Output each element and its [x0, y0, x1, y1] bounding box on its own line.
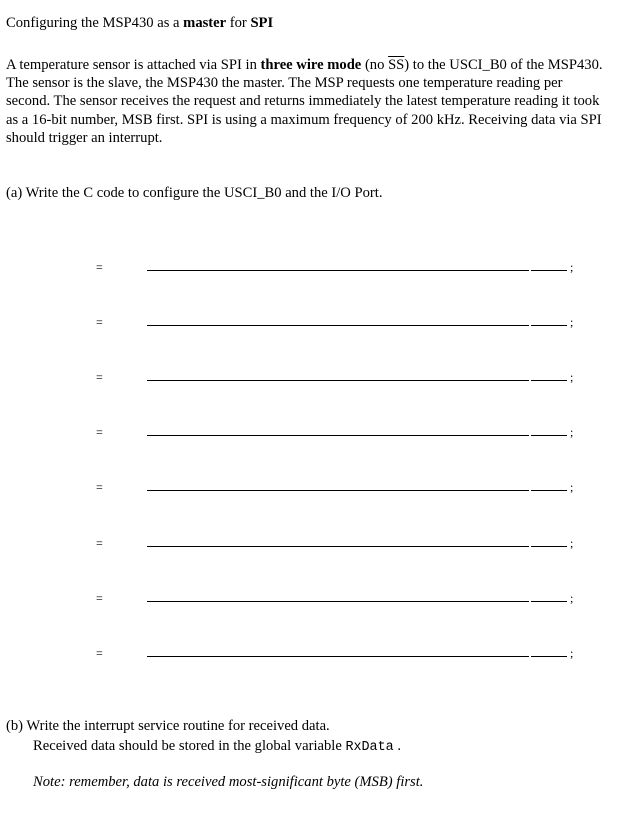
- title-master: master: [183, 15, 227, 31]
- semicolon: ;: [570, 591, 574, 605]
- semicolon: ;: [570, 536, 574, 550]
- question-a: (a) Write the C code to configure the USCI_B0 and the I/O Port.: [6, 185, 383, 201]
- equals-sign: =: [96, 370, 103, 384]
- problem-description: [6, 56, 610, 147]
- answer-blank[interactable]: [147, 546, 529, 547]
- answer-blank[interactable]: [147, 325, 529, 326]
- answer-line[interactable]: [0, 589, 619, 607]
- answer-blank[interactable]: [147, 601, 529, 602]
- answer-line[interactable]: [0, 423, 619, 441]
- page-title: [6, 14, 273, 32]
- answer-blank-short[interactable]: [531, 546, 567, 547]
- intro-part1: A temperature sensor is attached via SPI in: [6, 57, 261, 73]
- semicolon: ;: [570, 425, 574, 439]
- answer-line[interactable]: [0, 644, 619, 662]
- question-b-line1: (b) Write the interrupt service routine for received data.: [6, 718, 330, 734]
- question-b: [6, 716, 401, 758]
- semicolon: ;: [570, 370, 574, 384]
- answer-blank[interactable]: [147, 656, 529, 657]
- equals-sign: =: [96, 480, 103, 494]
- equals-sign: =: [96, 315, 103, 329]
- answer-blank-short[interactable]: [531, 435, 567, 436]
- answer-blank-short[interactable]: [531, 490, 567, 491]
- answer-blank[interactable]: [147, 270, 529, 271]
- semicolon: ;: [570, 480, 574, 494]
- equals-sign: =: [96, 591, 103, 605]
- intro-part2: (no: [361, 57, 389, 73]
- question-b-line2-suffix: .: [393, 738, 401, 754]
- semicolon: ;: [570, 315, 574, 329]
- answer-blank[interactable]: [147, 435, 529, 436]
- note: Note: remember, data is received most-significant byte (MSB) first.: [33, 774, 424, 790]
- answer-blank-short[interactable]: [531, 270, 567, 271]
- answer-blank[interactable]: [147, 380, 529, 381]
- answer-blank-short[interactable]: [531, 380, 567, 381]
- answer-line[interactable]: [0, 313, 619, 331]
- equals-sign: =: [96, 425, 103, 439]
- rxdata-variable: RxData: [345, 740, 394, 755]
- answer-blank[interactable]: [147, 490, 529, 491]
- answer-line[interactable]: [0, 368, 619, 386]
- question-b-line2-prefix: Received data should be stored in the global variable: [33, 738, 346, 754]
- answer-blank-short[interactable]: [531, 656, 567, 657]
- intro-part3: ) to the USCI_B0 of the MSP430. The sensor is the slave, the MSP430 the master. The MSP requests one temperature reading per second. The sensor receives the request and returns immediately the latest temperature reading it took as a 16-bit number, MSB first. SPI is using a maximum frequency of 200 kHz. Receiving data via SPI should trigger an interrupt.: [6, 57, 603, 146]
- answer-line[interactable]: [0, 478, 619, 496]
- equals-sign: =: [96, 260, 103, 274]
- equals-sign: =: [96, 646, 103, 660]
- title-middle: for: [226, 15, 251, 31]
- title-prefix: Configuring the MSP430 as a: [6, 15, 184, 31]
- title-spi: SPI: [250, 15, 274, 31]
- answer-line[interactable]: [0, 258, 619, 276]
- semicolon: ;: [570, 646, 574, 660]
- answer-line[interactable]: [0, 534, 619, 552]
- answer-blank-short[interactable]: [531, 325, 567, 326]
- semicolon: ;: [570, 260, 574, 274]
- answer-blank-short[interactable]: [531, 601, 567, 602]
- intro-three-wire-mode: three wire mode: [260, 57, 362, 73]
- question-b-line2: [6, 736, 401, 758]
- equals-sign: =: [96, 536, 103, 550]
- intro-ss-signal: $\overline{SS}$: [388, 57, 405, 73]
